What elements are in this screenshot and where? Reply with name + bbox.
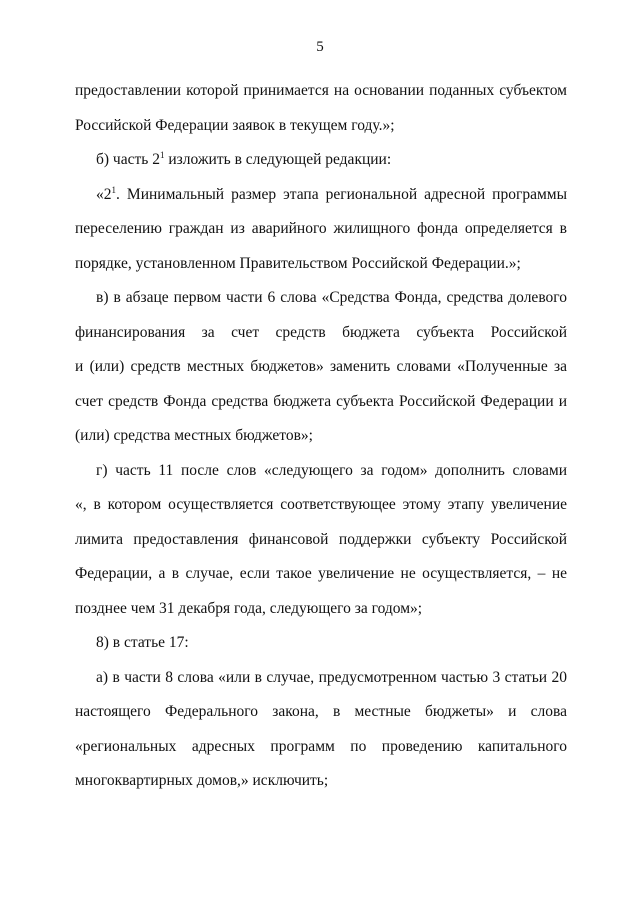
line-text: г) часть 11 после слов «следующего за годом» дополнить словами: [96, 461, 567, 479]
line-text: Федерации, а в случае, если такое увеличение не осуществляется, – не: [75, 565, 567, 582]
text-line: [75, 730, 567, 765]
line-text: позднее чем 31 декабря года, следующего за годом»;: [75, 599, 423, 617]
line-text: и (или) средств местных бюджетов» заменить словами «Полученные за: [75, 358, 567, 375]
text-line: [75, 626, 567, 661]
line-text: «региональных адресных программ по проведению капитального: [75, 737, 567, 755]
line-text: переселению граждан из аварийного жилищного фонда определяется в: [75, 220, 567, 237]
line-text: в) в абзаце первом части 6 слова «Средства Фонда, средства долевого: [96, 289, 567, 306]
text-line: [75, 454, 567, 489]
text-line: [75, 350, 567, 385]
document-body: [75, 74, 567, 799]
line-text: а) в части 8 слова «или в случае, предусмотренном частью 3 статьи 20: [96, 668, 567, 686]
text-line: [75, 316, 567, 351]
text-line: [75, 385, 567, 420]
line-text: многоквартирных домов,» исключить;: [75, 772, 329, 789]
superscript: 1: [111, 184, 116, 195]
line-text: настоящего Федерального закона, в местные бюджеты» и слова: [75, 703, 567, 720]
text-line: [75, 764, 567, 799]
text-line: [75, 523, 567, 558]
line-text: «2: [96, 185, 112, 203]
text-line: [75, 661, 567, 696]
line-text: счет средств Фонда средства бюджета субъекта Российской Федерации и: [75, 392, 567, 410]
text-line: [75, 281, 567, 316]
superscript: 1: [159, 150, 165, 160]
line-text: . Минимальный размер этапа региональной адресной программы: [116, 185, 567, 203]
line-text: изложить в следующей редакции:: [164, 151, 392, 168]
line-text: Российской Федерации заявок в текущем году.»;: [75, 116, 395, 134]
text-line: [75, 109, 567, 144]
line-text: б) часть 2: [96, 151, 160, 168]
line-text: 8) в статье 17:: [96, 634, 189, 651]
line-text: порядке, установленном Правительством Российской Федерации.»;: [75, 254, 521, 272]
text-line: [75, 212, 567, 247]
line-text: «, в котором осуществляется соответствующее этому этапу увеличение: [75, 496, 567, 513]
text-line: [75, 488, 567, 523]
line-text: (или) средства местных бюджетов»;: [75, 427, 313, 444]
text-line: [75, 592, 567, 627]
text-line: [75, 74, 567, 109]
page-number: 5: [316, 39, 324, 55]
line-text: лимита предоставления финансовой поддержки субъекту Российской: [75, 530, 567, 548]
text-line: [75, 143, 567, 178]
text-line: [75, 557, 567, 592]
text-line: [75, 247, 567, 282]
line-text: финансирования за счет средств бюджета субъекта Российской: [75, 323, 567, 341]
text-line: [75, 695, 567, 730]
line-text: предоставлении которой принимается на основании поданных субъектом: [75, 82, 567, 99]
text-line: [75, 419, 567, 454]
text-line: [75, 178, 567, 213]
